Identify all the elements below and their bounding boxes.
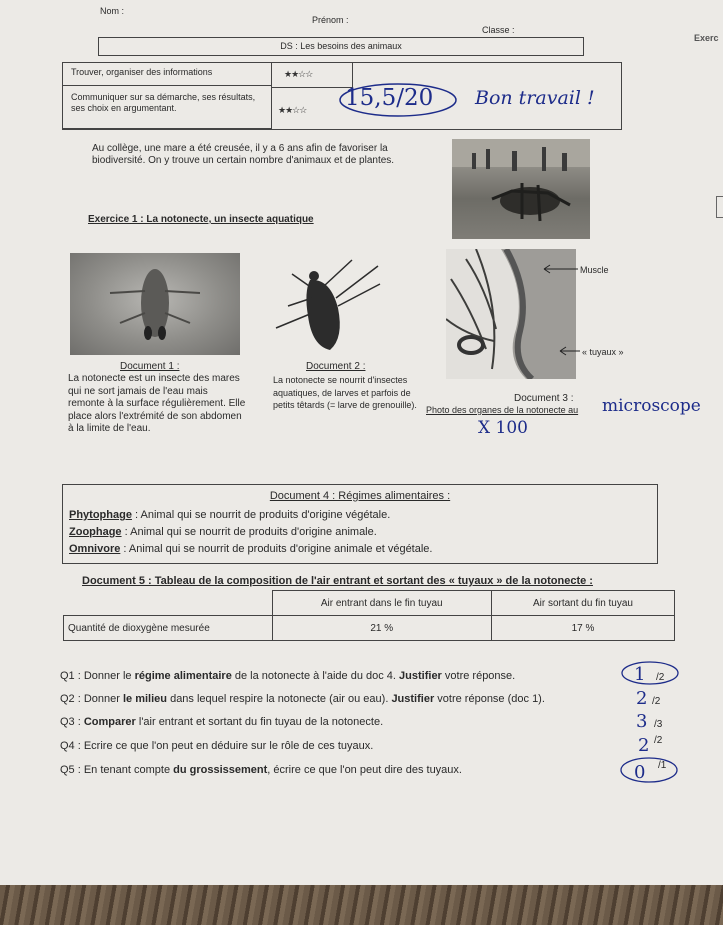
doc5-title bbox=[82, 575, 593, 587]
doc1-title: Document 1 : bbox=[120, 361, 180, 372]
doc3-zoom: X 100 bbox=[478, 418, 528, 438]
q3-mid: l'air entrant et sortant du fin tuyau de la notonecte. bbox=[135, 716, 384, 728]
q2-bold: le milieu bbox=[122, 693, 168, 705]
exerc-cutoff: Exerc bbox=[694, 33, 719, 43]
notonecte-drawing-icon bbox=[268, 258, 388, 358]
doc5-table bbox=[63, 590, 675, 641]
exercise-title: Exercice 1 : La notonecte, un insecte aquatique bbox=[88, 214, 314, 225]
stars-rating-1: ★★☆☆ bbox=[284, 69, 313, 79]
question-5 bbox=[60, 764, 462, 776]
q4-pre: Q4 : Ecrire ce que l'on peut en déduire sur le rôle de ces tuyaux. bbox=[60, 740, 374, 752]
notonecte-surface-icon bbox=[70, 253, 240, 355]
skill-communiquer: Communiquer sur sa démarche, ses résultats, ses choix en argumentant. bbox=[62, 85, 272, 129]
grading-box bbox=[62, 62, 622, 130]
doc2-title: Document 2 : bbox=[306, 361, 366, 372]
nom-label: Nom : bbox=[100, 6, 125, 16]
q1-pre: Q1 : Donner le bbox=[60, 670, 135, 682]
prenom-label: Prénom : bbox=[312, 15, 349, 25]
label-tuyaux: « tuyaux » bbox=[582, 347, 624, 357]
q1-bold2: Justifier bbox=[399, 670, 442, 682]
q3-pre: Q3 : bbox=[60, 716, 84, 728]
page-edge-tab bbox=[716, 196, 723, 218]
table-corner bbox=[64, 591, 273, 616]
question-2 bbox=[60, 693, 545, 705]
q4-score: 2 bbox=[638, 735, 650, 756]
q2-pre: Q2 : Donner bbox=[60, 693, 123, 705]
desk-surface bbox=[0, 885, 723, 925]
q1-post: votre réponse. bbox=[441, 670, 516, 682]
term-phytophage: Phytophage bbox=[69, 509, 132, 521]
q1-bold: régime alimentaire bbox=[134, 670, 232, 682]
col-air-entrant: Air entrant dans le fin tuyau bbox=[272, 591, 491, 616]
doc3-title: Document 3 : bbox=[514, 393, 574, 404]
col-air-sortant: Air sortant du fin tuyau bbox=[491, 591, 674, 616]
pond-photo bbox=[452, 139, 590, 239]
q1-mid: de la notonecte à l'aide du doc 4. bbox=[231, 670, 400, 682]
def-zoophage: : Animal qui se nourrit de produits d'origine animale. bbox=[121, 526, 377, 538]
term-zoophage: Zoophage bbox=[69, 526, 122, 538]
doc1-photo bbox=[70, 253, 240, 355]
q5-mid: , écrire ce que l'on peut dire des tuyaux. bbox=[267, 764, 462, 776]
doc4-line-phytophage bbox=[69, 509, 390, 521]
value-entrant: 21 % bbox=[272, 616, 491, 641]
row-label-dioxygene: Quantité de dioxygène mesurée bbox=[64, 616, 273, 641]
q2-score: 2 bbox=[636, 688, 648, 709]
q1-max: /2 bbox=[656, 672, 665, 683]
q1-circle-icon bbox=[620, 660, 680, 686]
doc5-title-text: Document 5 : Tableau de la composition de l'air entrant et sortant des « tuyaux » de la notonecte : bbox=[82, 575, 593, 587]
doc4-title: Document 4 : Régimes alimentaires : bbox=[269, 490, 451, 502]
q5-bold: du grossissement bbox=[173, 764, 268, 776]
teacher-comment: Bon travail ! bbox=[475, 87, 595, 109]
doc4-line-omnivore bbox=[69, 543, 432, 555]
def-phytophage: : Animal qui se nourrit de produits d'origine végétale. bbox=[131, 509, 391, 521]
q5-score: 0 bbox=[634, 762, 646, 783]
q1-score: 1 bbox=[634, 664, 646, 685]
q2-mid: dans lequel respire la notonecte (air ou eau). bbox=[167, 693, 392, 705]
table-row bbox=[64, 616, 675, 641]
question-3 bbox=[60, 716, 383, 728]
score-total: 15,5/20 bbox=[345, 85, 434, 111]
q4-max: /2 bbox=[654, 735, 663, 746]
muscle-arrow-icon bbox=[540, 264, 580, 274]
def-omnivore: : Animal qui se nourrit de produits d'origine animale et végétale. bbox=[120, 543, 433, 555]
test-title-box bbox=[98, 37, 584, 56]
tuyaux-arrow-icon bbox=[556, 346, 582, 356]
skill-trouver: Trouver, organiser des informations bbox=[62, 62, 272, 86]
classe-label: Classe : bbox=[482, 25, 515, 35]
q3-max: /3 bbox=[654, 719, 663, 730]
doc1-text: La notonecte est un insecte des mares qui ne sort jamais de l'eau mais remonte à la surface régulièrement. Elle place alors l'extrémité de son abdomen à la limite de l'eau. bbox=[68, 373, 246, 434]
value-sortant: 17 % bbox=[491, 616, 674, 641]
test-title: DS : Les besoins des animaux bbox=[280, 41, 402, 51]
intro-text: Au collège, une mare a été creusée, il y a 6 ans afin de favoriser la biodiversité. On y trouve un certain nombre d'animaux et de plantes. bbox=[92, 143, 395, 166]
question-4 bbox=[60, 740, 373, 752]
doc4-box bbox=[62, 484, 658, 564]
score-circle-icon bbox=[337, 81, 459, 119]
q5-pre: Q5 : En tenant compte bbox=[60, 764, 174, 776]
term-omnivore: Omnivore bbox=[69, 543, 121, 555]
pond-photo-icon bbox=[452, 139, 590, 239]
label-muscle: Muscle bbox=[580, 265, 609, 275]
doc3-handwritten-microscope: microscope bbox=[602, 396, 701, 416]
q3-bold: Comparer bbox=[83, 716, 136, 728]
doc4-line-zoophage bbox=[69, 526, 377, 538]
doc3-caption: Photo des organes de la notonecte au bbox=[426, 405, 579, 415]
q5-circle-icon bbox=[618, 756, 680, 784]
table-header-row bbox=[64, 591, 675, 616]
q5-max: /1 bbox=[658, 760, 667, 771]
q2-max: /2 bbox=[652, 696, 661, 707]
q2-post: votre réponse (doc 1). bbox=[434, 693, 545, 705]
question-1 bbox=[60, 670, 515, 682]
doc2-text: La notonecte se nourrit d'insectes aquatiques, de larves et parfois de petits têtards (= larve de grenouille). bbox=[273, 375, 417, 410]
stars-rating-2: ★★☆☆ bbox=[278, 105, 307, 115]
q2-bold2: Justifier bbox=[391, 693, 435, 705]
q3-score: 3 bbox=[636, 711, 648, 732]
